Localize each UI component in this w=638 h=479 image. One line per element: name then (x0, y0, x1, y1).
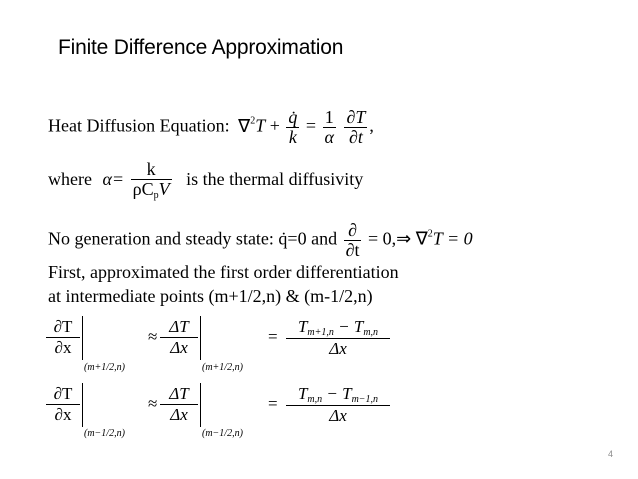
evaluation-point-1b: (m+1/2,n) (202, 362, 243, 373)
alpha-equals: α= (102, 168, 125, 189)
heat-equation-label: Heat Diffusion Equation: (48, 115, 230, 136)
laplace-result: = 0,⇒ ∇ (367, 228, 428, 249)
steady-state-condition (48, 221, 473, 260)
evaluation-bar-2b (200, 383, 201, 427)
evaluation-bar-1b (200, 316, 201, 360)
plus-sign: + (269, 115, 280, 136)
laplace-power: 2 (427, 228, 433, 240)
equals-sign-1: = (268, 327, 278, 346)
partial-fraction-1: ∂T ∂x (46, 317, 80, 358)
slide-title: Finite Difference Approximation (58, 36, 344, 59)
intermediate-points-text: at intermediate points (m+1/2,n) & (m-1/2,n) (48, 286, 373, 306)
q-over-k-fraction: $\frac{q̇}{k}$ (288, 107, 298, 147)
approximation-intro: First, approximated the first order differentiation (48, 262, 399, 282)
steady-state-text: No generation and steady state: q̇=0 and (48, 228, 338, 249)
dT-dt-fraction: $\frac{\partial T}{\partial t}$ (346, 107, 366, 147)
equals-sign: = (305, 115, 317, 136)
where-word: where (48, 168, 92, 189)
approx-sign-1: ≈ (148, 327, 158, 346)
evaluation-point-1: (m+1/2,n) (84, 362, 125, 373)
evaluation-point-2: (m−1/2,n) (84, 428, 125, 439)
laplace-tail: T = 0 (432, 228, 473, 249)
delta-fraction-2: ΔT Δx (160, 384, 198, 425)
difference-quotient-2: $T_{m,n} - T_{m-1,n}$ Δx (286, 384, 390, 426)
partial-fraction-2: ∂T ∂x (46, 384, 80, 425)
evaluation-point-2b: (m−1/2,n) (202, 428, 243, 439)
delta-fraction-1: ΔT Δx (160, 317, 198, 358)
nabla-symbol: ∇ (238, 115, 251, 136)
thermal-diffusivity-text: is the thermal diffusivity (186, 168, 364, 189)
temperature-symbol: T (255, 115, 266, 136)
equals-sign-2: = (268, 394, 278, 413)
alpha-definition (48, 160, 363, 201)
evaluation-bar-2 (82, 383, 83, 427)
page-number: 4 (608, 449, 614, 459)
nabla-power: 2 (250, 115, 256, 127)
d-dt-operator: $\frac{\partial}{\partial t}$ (345, 220, 360, 260)
evaluation-bar-1 (82, 316, 83, 360)
heat-diffusion-equation (48, 108, 374, 147)
difference-quotient-1: $T_{m+1,n} - T_{m,n}$ Δx (286, 317, 390, 359)
one-over-alpha-fraction: $\frac{1}{\alpha}$ (324, 107, 334, 147)
comma: , (369, 115, 374, 136)
approx-sign-2: ≈ (148, 394, 158, 413)
k-over-rhocpv-fraction: $\frac{k}{\rho C_pV}$ (132, 159, 170, 201)
